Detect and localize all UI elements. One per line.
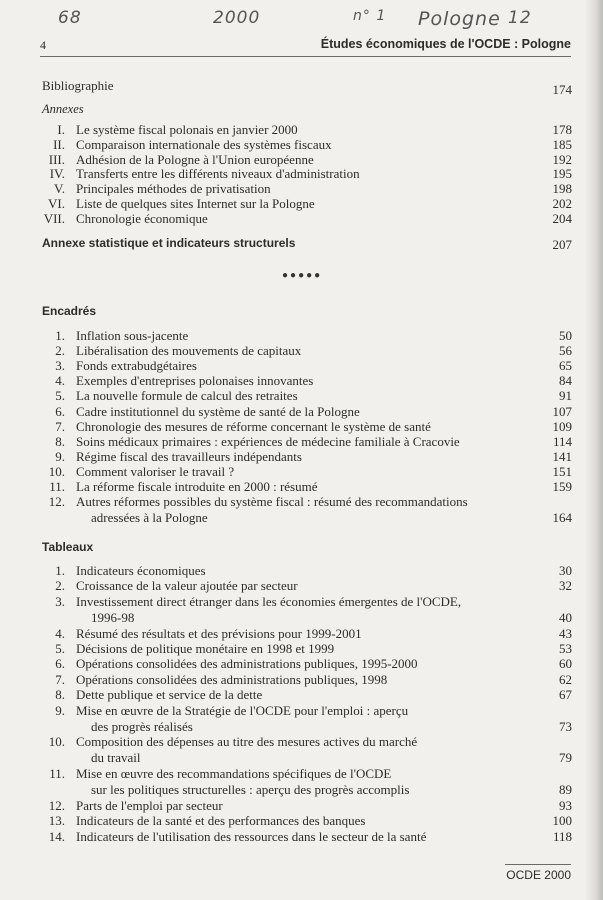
toc-title: La réforme fiscale introduite en 2000 : résumé	[76, 479, 318, 494]
toc-entry	[42, 434, 572, 450]
toc-title: Comment valoriser le travail ?	[76, 463, 235, 479]
footer-rule	[505, 864, 571, 865]
toc-page: 67	[559, 687, 572, 703]
toc-title: Indicateurs économiques	[76, 563, 206, 578]
page-number: 4	[40, 38, 46, 52]
toc-entry	[42, 166, 572, 182]
toc-title: Mise en œuvre des recommandations spécifiques de l'OCDE	[76, 766, 392, 782]
tableaux-heading: Tableaux	[42, 540, 94, 554]
toc-entry	[42, 419, 572, 435]
toc-number: 7.	[55, 418, 65, 434]
toc-number: 13.	[48, 813, 65, 829]
toc-title: Investissement direct étranger dans les économies émergentes de l'OCDE,	[76, 593, 462, 609]
toc-title: Composition des dépenses au titre des mesures actives du marché	[76, 734, 418, 750]
toc-page: 89	[559, 782, 572, 798]
toc-number: 2.	[55, 578, 65, 594]
toc-page: 79	[559, 750, 572, 766]
toc-title: Liste de quelques sites Internet sur la Pologne	[76, 196, 315, 211]
annexes-heading: Annexes	[42, 102, 84, 116]
toc-title: Opérations consolidées des administrations publiques, 1995-2000	[76, 656, 418, 672]
toc-entry	[42, 196, 572, 212]
toc-entry	[42, 388, 572, 404]
toc-entry	[42, 358, 572, 374]
toc-page: 107	[552, 403, 572, 419]
toc-entry	[42, 464, 572, 480]
toc-entry	[42, 687, 572, 703]
toc-title: Indicateurs de l'utilisation des ressources dans le secteur de la santé	[76, 828, 427, 844]
toc-title: Chronologie des mesures de réforme concernant le système de santé	[76, 418, 431, 434]
toc-entry	[42, 152, 572, 168]
toc-title: Comparaison internationale des systèmes fiscaux	[76, 136, 332, 152]
encadres-heading: Encadrés	[42, 304, 97, 318]
toc-title: Parts de l'emploi par secteur	[76, 798, 223, 813]
toc-number: 6.	[55, 403, 65, 419]
handwritten-note: 68	[58, 8, 82, 28]
toc-entry	[42, 626, 572, 642]
toc-title: Décisions de politique monétaire en 1998 et 1999	[76, 641, 335, 656]
toc-page: 109	[552, 418, 572, 434]
toc-number: 11.	[49, 479, 65, 494]
page-header	[40, 38, 571, 57]
toc-entry	[42, 734, 572, 766]
toc-page: 53	[559, 641, 572, 656]
toc-title-continued: des progrès réalisés	[91, 718, 193, 734]
toc-title: Dette publique et service de la dette	[76, 687, 263, 703]
handwritten-note: 12	[508, 8, 532, 28]
toc-number: 12.	[48, 494, 65, 510]
toc-entry	[42, 829, 572, 845]
toc-title: Opérations consolidées des administrations publiques, 1998	[76, 671, 388, 687]
toc-entry	[42, 813, 572, 829]
toc-number: 3.	[55, 593, 65, 609]
toc-entry	[42, 672, 572, 688]
toc-title: Autres réformes possibles du système fiscal : résumé des recommandations	[76, 494, 468, 510]
toc-page: 185	[552, 136, 572, 152]
toc-title: La nouvelle formule de calcul des retraites	[76, 388, 298, 404]
toc-title-continued: adressées à la Pologne	[91, 510, 208, 526]
toc-entry	[42, 798, 572, 814]
toc-entry	[42, 122, 572, 138]
toc-page: 159	[552, 479, 572, 494]
toc-page: 204	[552, 210, 572, 226]
toc-page: 84	[559, 373, 572, 389]
toc-number: 9.	[55, 448, 65, 464]
toc-entry	[42, 328, 572, 344]
toc-page: 195	[552, 166, 572, 182]
toc-title: Transferts entre les différents niveaux d'administration	[76, 166, 360, 182]
toc-title: Exemples d'entreprises polonaises innovantes	[76, 373, 314, 389]
page-edge-shadow	[585, 0, 603, 900]
toc-title-continued: 1996-98	[91, 609, 135, 625]
toc-entry	[42, 211, 572, 227]
toc-title: Fonds extrabudgétaires	[76, 358, 197, 374]
toc-entry	[42, 343, 572, 359]
toc-title: Chronologie économique	[76, 210, 208, 226]
toc-title: Principales méthodes de privatisation	[76, 181, 271, 197]
toc-number: 3.	[55, 358, 65, 374]
toc-entry	[42, 703, 572, 735]
bibliography-label: Bibliographie	[42, 78, 114, 93]
toc-page: 178	[552, 122, 572, 137]
toc-number: 5.	[55, 641, 65, 656]
footer-label: OCDE 2000	[506, 868, 571, 882]
toc-entry	[42, 404, 572, 420]
toc-title: Inflation sous-jacente	[76, 328, 189, 343]
toc-entry	[42, 181, 572, 197]
toc-title: Croissance de la valeur ajoutée par secteur	[76, 578, 298, 594]
toc-page: 43	[559, 625, 572, 641]
toc-number: 1.	[55, 328, 65, 343]
toc-number: 1.	[55, 563, 65, 578]
statistical-annex-page: 207	[552, 237, 572, 252]
toc-page: 198	[552, 181, 572, 197]
toc-page: 93	[559, 798, 572, 813]
toc-title: Soins médicaux primaires : expériences de médecine familiale à Cracovie	[76, 433, 460, 449]
toc-number: III.	[48, 151, 65, 167]
toc-page: 56	[559, 343, 572, 359]
toc-page: 62	[559, 671, 572, 687]
section-separator: ●●●●●	[282, 270, 323, 281]
toc-title-continued: du travail	[91, 750, 141, 766]
toc-number: 2.	[55, 343, 65, 359]
toc-page: 192	[552, 151, 572, 167]
toc-title: Cadre institutionnel du système de santé de la Pologne	[76, 403, 360, 419]
toc-number: 10.	[48, 734, 65, 750]
toc-number: 8.	[55, 433, 65, 449]
toc-page: 30	[559, 563, 572, 578]
toc-entry	[42, 563, 572, 579]
toc-number: 10.	[48, 463, 65, 479]
toc-title: Libéralisation des mouvements de capitaux	[76, 343, 302, 359]
toc-number: 5.	[55, 388, 65, 404]
toc-entry	[42, 594, 572, 626]
toc-page: 91	[559, 388, 572, 404]
toc-entry-bibliography	[42, 78, 572, 97]
toc-page: 141	[552, 448, 572, 464]
toc-page: 65	[559, 358, 572, 374]
toc-number: 11.	[49, 766, 65, 782]
toc-page: 202	[552, 196, 572, 211]
handwritten-note: n° 1	[353, 8, 387, 24]
toc-number: 7.	[55, 671, 65, 687]
toc-page: 118	[552, 828, 572, 844]
toc-title: Adhésion de la Pologne à l'Union européenne	[76, 151, 314, 167]
toc-number: 12.	[48, 798, 65, 813]
toc-title: Le système fiscal polonais en janvier 2000	[76, 122, 298, 137]
toc-number: IV.	[49, 166, 65, 182]
toc-entry	[42, 449, 572, 465]
handwritten-note: 2000	[213, 8, 261, 28]
running-title: Études économiques de l'OCDE : Pologne	[320, 37, 571, 51]
toc-number: 8.	[55, 687, 65, 703]
toc-number: 14.	[48, 828, 65, 844]
toc-number: 4.	[55, 625, 65, 641]
toc-page: 32	[559, 578, 572, 594]
statistical-annex-label: Annexe statistique et indicateurs structurels	[42, 236, 296, 250]
toc-title: Régime fiscal des travailleurs indépendants	[76, 448, 302, 464]
toc-title: Indicateurs de la santé et des performances des banques	[76, 813, 366, 829]
toc-page: 100	[552, 813, 572, 829]
toc-entry	[42, 479, 572, 495]
toc-page: 50	[559, 328, 572, 343]
toc-page: 60	[559, 656, 572, 672]
toc-entry	[42, 656, 572, 672]
toc-entry	[42, 578, 572, 594]
toc-page: 174	[552, 82, 572, 97]
toc-entry	[42, 494, 572, 526]
toc-number: 4.	[55, 373, 65, 389]
toc-title: Résumé des résultats et des prévisions pour 1999-2001	[76, 625, 362, 641]
toc-page: 151	[552, 463, 572, 479]
toc-page: 114	[552, 433, 572, 449]
toc-number: VII.	[43, 210, 65, 226]
toc-number: V.	[54, 181, 65, 197]
toc-page: 73	[559, 718, 572, 734]
toc-page: 40	[559, 609, 572, 625]
toc-number: II.	[53, 136, 65, 152]
handwritten-note: Pologne	[418, 8, 501, 30]
handwritten-annotation	[58, 2, 538, 32]
toc-entry	[42, 137, 572, 153]
toc-number: VI.	[48, 196, 65, 211]
toc-page: 164	[552, 510, 572, 526]
toc-entry	[42, 766, 572, 798]
toc-entry	[42, 373, 572, 389]
toc-number: I.	[57, 122, 65, 137]
toc-title-continued: sur les politiques structurelles : aperçu des progrès accomplis	[91, 782, 410, 798]
toc-number: 9.	[55, 702, 65, 718]
toc-title: Mise en œuvre de la Stratégie de l'OCDE pour l'emploi : aperçu	[76, 702, 409, 718]
toc-number: 6.	[55, 656, 65, 672]
toc-entry	[42, 641, 572, 657]
